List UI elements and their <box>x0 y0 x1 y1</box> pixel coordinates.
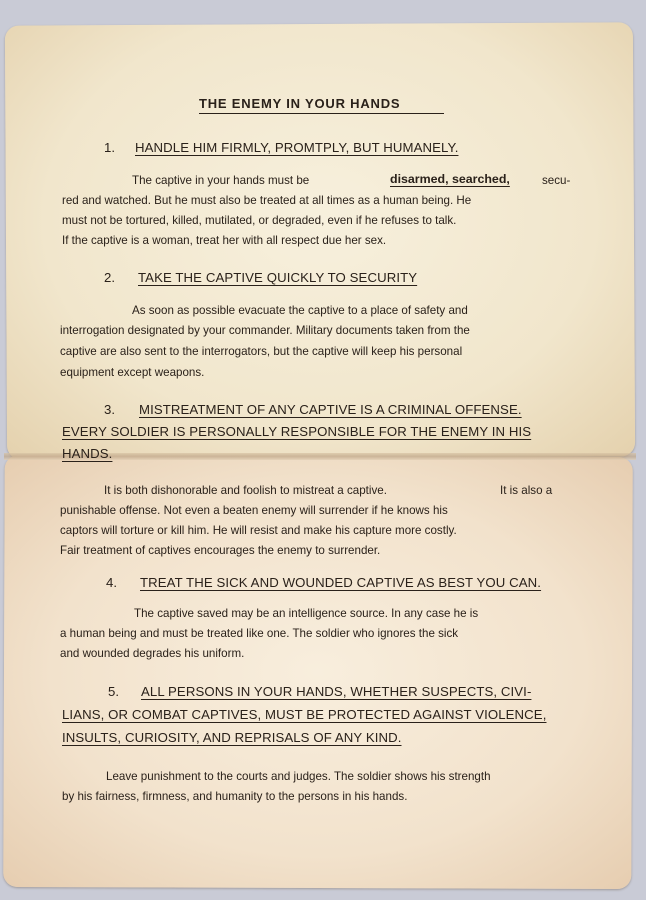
card-lower-half <box>3 455 633 889</box>
section-2-line-2: interrogation designated by your commander. Military documents taken from the <box>60 324 470 337</box>
section-1-number: 1. <box>104 140 116 155</box>
section-3-line-4: Fair treatment of captives encourages the enemy to surrender. <box>60 544 381 557</box>
section-5-line-1: Leave punishment to the courts and judges. The soldier shows his strength <box>106 770 491 783</box>
section-5-heading-line-3: INSULTS, CURIOSITY, AND REPRISALS OF ANY KIND. <box>62 730 402 745</box>
section-2-line-3: captive are also sent to the interrogators, but the captive will keep his personal <box>60 345 463 358</box>
section-3-line-2: punishable offense. Not even a beaten enemy will surrender if he knows his <box>60 504 448 517</box>
section-5-heading-line-1: ALL PERSONS IN YOUR HANDS, WHETHER SUSPECTS, CIVI- <box>141 684 532 699</box>
section-1-line-1c: secu- <box>542 174 571 187</box>
document-title: THE ENEMY IN YOUR HANDS <box>199 96 401 111</box>
section-5-number: 5. <box>108 684 120 699</box>
section-3-number: 3. <box>104 402 116 417</box>
section-4-heading: TREAT THE SICK AND WOUNDED CAPTIVE AS BEST YOU CAN. <box>140 575 542 590</box>
section-3-heading-line-1: MISTREATMENT OF ANY CAPTIVE IS A CRIMINAL OFFENSE. <box>139 402 522 417</box>
section-1-line-1a: The captive in your hands must be <box>132 174 310 187</box>
section-3-line-1a: It is both dishonorable and foolish to mistreat a captive. <box>104 484 387 497</box>
section-2-line-4: equipment except weapons. <box>60 366 205 379</box>
section-4-number: 4. <box>106 575 118 590</box>
section-1-line-3: must not be tortured, killed, mutilated, or degraded, even if he refuses to talk. <box>62 214 457 227</box>
section-1-heading: HANDLE HIM FIRMLY, PROMTPLY, BUT HUMANELY. <box>135 140 459 155</box>
section-3-heading-line-2: EVERY SOLDIER IS PERSONALLY RESPONSIBLE FOR THE ENEMY IN HIS <box>62 424 532 439</box>
section-2-number: 2. <box>104 270 116 285</box>
section-5-heading-line-2: LIANS, OR COMBAT CAPTIVES, MUST BE PROTECTED AGAINST VIOLENCE, <box>62 707 547 722</box>
section-1-line-4: If the captive is a woman, treat her with all respect due her sex. <box>62 234 387 247</box>
title-underline <box>199 113 444 114</box>
section-4-line-1: The captive saved may be an intelligence source. In any case he is <box>134 607 479 620</box>
section-4-line-3: and wounded degrades his uniform. <box>60 647 245 660</box>
section-3-heading-line-3: HANDS. <box>62 446 113 461</box>
section-3-line-1b: It is also a <box>500 484 553 497</box>
section-2-line-1: As soon as possible evacuate the captive to a place of safety and <box>132 304 468 317</box>
section-1-line-2: red and watched. But he must also be treated at all times as a human being. He <box>62 194 472 207</box>
section-1-emphasis: disarmed, searched, <box>390 172 510 186</box>
section-3-line-3: captors will torture or kill him. He will resist and make his capture more costly. <box>60 524 457 537</box>
section-5-line-2: by his fairness, firmness, and humanity to the persons in his hands. <box>62 790 408 803</box>
section-4-line-2: a human being and must be treated like one. The soldier who ignores the sick <box>60 627 459 640</box>
section-2-heading: TAKE THE CAPTIVE QUICKLY TO SECURITY <box>138 270 418 285</box>
